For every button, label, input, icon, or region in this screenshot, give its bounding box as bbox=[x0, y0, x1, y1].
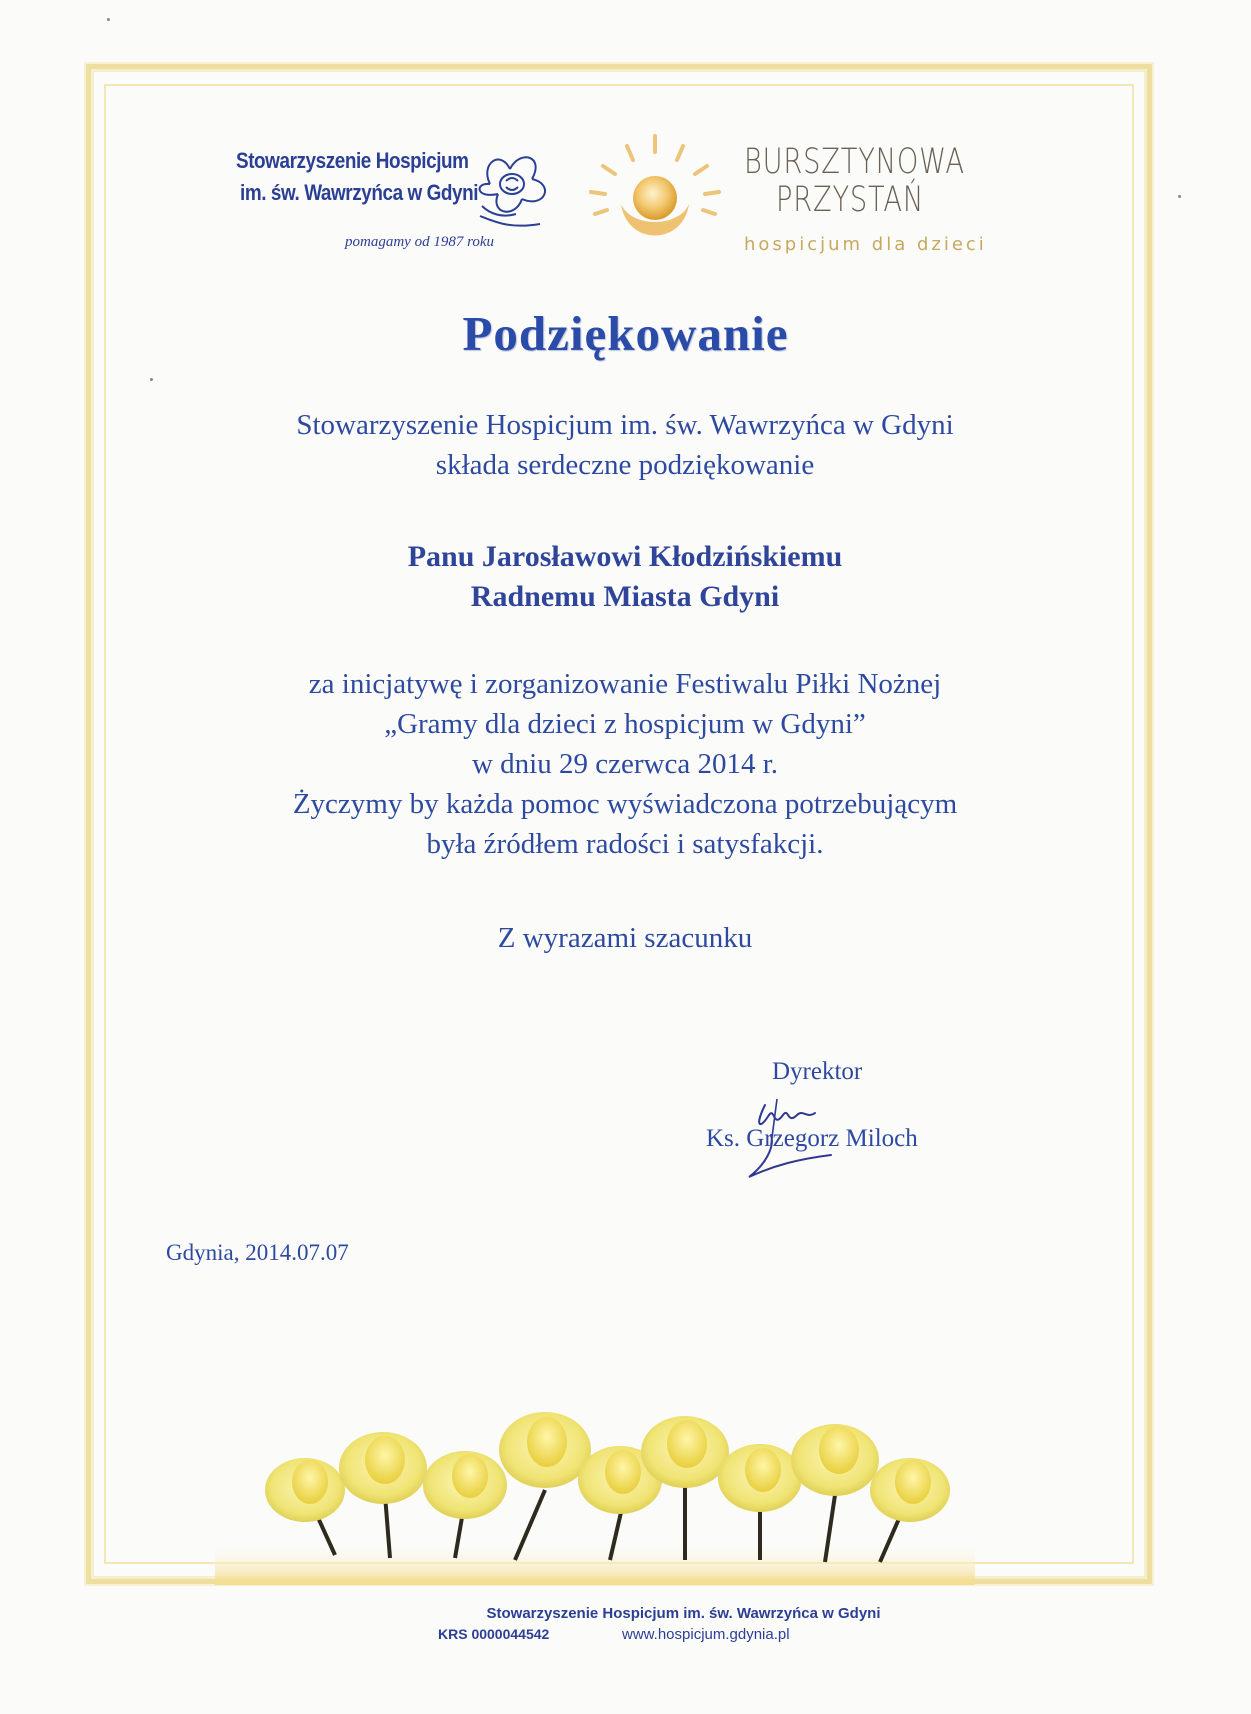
recipient-name: Panu Jarosławowi Kłodzińskiemu bbox=[407, 540, 843, 573]
footer-website: www.hospicjum.gdynia.pl bbox=[622, 1626, 790, 1643]
intro-line: składa serdeczne podziękowanie bbox=[435, 449, 815, 481]
reason-line: w dniu 29 czerwca 2014 r. bbox=[471, 748, 778, 780]
reason-line: Życzymy by każda pomoc wyświadczona potrzebującym bbox=[292, 788, 958, 820]
intro-line: Stowarzyszenie Hospicjum im. św. Wawrzyńca w Gdyni bbox=[296, 409, 954, 441]
reason-line: „Gramy dla dzieci z hospicjum w Gdyni” bbox=[384, 708, 866, 740]
reason-paragraph bbox=[150, 664, 1100, 864]
closing-line: Z wyrazami szacunku bbox=[497, 922, 753, 954]
footer-krs: KRS 0000044542 bbox=[438, 1626, 550, 1642]
logo-line-1: Stowarzyszenie Hospicjum bbox=[236, 148, 469, 173]
bursztynowa-przystan-logo bbox=[740, 142, 1020, 262]
sun-logo-icon bbox=[575, 128, 735, 258]
recipient-block bbox=[150, 537, 1100, 617]
logo-right-line-2: PRZYSTAŃ bbox=[776, 180, 925, 220]
signatory-name: Ks. Grzegorz Miloch bbox=[706, 1125, 918, 1152]
document-title: Podziękowanie bbox=[462, 306, 789, 361]
logo-tagline: pomagamy od 1987 roku bbox=[345, 234, 495, 250]
scan-speck bbox=[107, 18, 110, 21]
reason-line: była źródłem radości i satysfakcji. bbox=[426, 828, 824, 860]
hospice-association-logo bbox=[230, 138, 570, 258]
signatory-title: Dyrektor bbox=[772, 1058, 863, 1085]
recipient-role: Radnemu Miasta Gdyni bbox=[470, 580, 780, 613]
logo-right-line-1: BURSZTYNOWA bbox=[744, 142, 965, 182]
logo-line-2: im. św. Wawrzyńca w Gdyni bbox=[240, 180, 479, 205]
footer-organization: Stowarzyszenie Hospicjum im. św. Wawrzyńca w Gdyni bbox=[486, 1605, 881, 1622]
place-and-date: Gdynia, 2014.07.07 bbox=[166, 1240, 349, 1265]
logo-right-line-3: hospicjum dla dzieci bbox=[744, 234, 987, 255]
scan-speck bbox=[1178, 195, 1181, 198]
intro-paragraph bbox=[150, 405, 1100, 485]
reason-line: za inicjatywę i zorganizowanie Festiwalu Piłki Nożnej bbox=[308, 668, 942, 700]
scan-speck bbox=[150, 378, 153, 381]
daffodils-illustration bbox=[215, 1390, 975, 1585]
daffodil-logo-icon bbox=[470, 144, 560, 234]
